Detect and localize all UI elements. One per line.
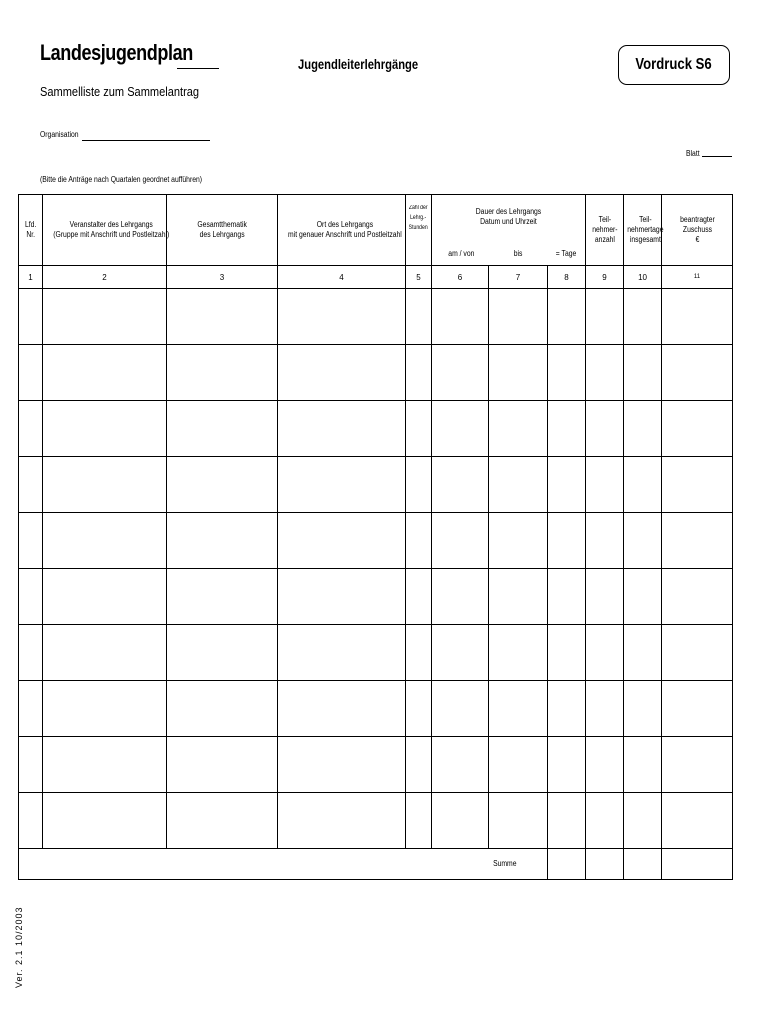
entry-cell[interactable] [548, 681, 586, 737]
column-number-row [19, 266, 733, 289]
table-row [19, 345, 733, 401]
entry-cell[interactable] [406, 401, 432, 457]
entry-cell[interactable] [662, 681, 733, 737]
form-title: Landesjugendplan [40, 40, 193, 65]
entry-cell[interactable] [548, 345, 586, 401]
entry-cell[interactable] [43, 681, 167, 737]
entry-cell[interactable] [489, 513, 548, 569]
entry-cell[interactable] [19, 681, 43, 737]
header-gesamtthematik: Gesamtthematik des Lehrgangs [167, 195, 278, 266]
entry-cell[interactable] [662, 793, 733, 849]
column-number: 5 [406, 266, 432, 289]
sum-teilnehmertage-cell[interactable] [624, 849, 662, 880]
entry-cell[interactable] [432, 401, 489, 457]
table-row [19, 457, 733, 513]
entry-cell[interactable] [278, 625, 406, 681]
entry-cell[interactable] [586, 345, 624, 401]
entry-cell[interactable] [406, 793, 432, 849]
entry-cell[interactable] [662, 625, 733, 681]
entry-cell[interactable] [19, 625, 43, 681]
entry-cell[interactable] [167, 345, 278, 401]
header-row [19, 195, 733, 266]
entry-cell[interactable] [432, 737, 489, 793]
entry-cell[interactable] [43, 737, 167, 793]
entry-cell[interactable] [432, 457, 489, 513]
entry-cell[interactable] [489, 289, 548, 345]
entry-cell[interactable] [624, 457, 662, 513]
entry-cell[interactable] [278, 681, 406, 737]
column-number: 10 [624, 266, 662, 289]
entry-cell[interactable] [432, 569, 489, 625]
header-stunden: Zahl der Lehrg.- Stunden [406, 195, 432, 266]
table-row [19, 625, 733, 681]
header-lfd-nr: Lfd. Nr. [19, 195, 43, 266]
entry-cell[interactable] [624, 569, 662, 625]
blatt-field[interactable] [702, 156, 732, 157]
entry-cell[interactable] [167, 681, 278, 737]
entry-cell[interactable] [624, 289, 662, 345]
entry-cell[interactable] [19, 737, 43, 793]
entry-cell[interactable] [19, 569, 43, 625]
entry-cell[interactable] [43, 513, 167, 569]
entry-cell[interactable] [586, 793, 624, 849]
entry-cell[interactable] [662, 345, 733, 401]
entry-cell[interactable] [432, 793, 489, 849]
entry-cell[interactable] [278, 401, 406, 457]
table-row [19, 737, 733, 793]
entry-cell[interactable] [586, 681, 624, 737]
entry-cell[interactable] [586, 569, 624, 625]
header-teilnehmeranzahl: Teil- nehmer- anzahl [586, 195, 624, 266]
column-number: 8 [548, 266, 586, 289]
entry-cell[interactable] [278, 793, 406, 849]
entry-cell[interactable] [489, 793, 548, 849]
entry-cell[interactable] [19, 513, 43, 569]
entry-cell[interactable] [19, 457, 43, 513]
form-topic: Jugendleiterlehrgänge [298, 56, 419, 72]
entry-cell[interactable] [489, 401, 548, 457]
entry-cell[interactable] [406, 345, 432, 401]
entry-cell[interactable] [167, 457, 278, 513]
entry-cell[interactable] [548, 737, 586, 793]
column-number: 1 [19, 266, 43, 289]
entry-cell[interactable] [662, 513, 733, 569]
entry-rows [19, 289, 733, 849]
entry-cell[interactable] [432, 513, 489, 569]
entry-cell[interactable] [432, 681, 489, 737]
entry-cell[interactable] [662, 457, 733, 513]
header-veranstalter: Veranstalter des Lehrgangs (Gruppe mit Anschrift und Postleitzahl) [43, 195, 167, 266]
entry-cell[interactable] [548, 513, 586, 569]
entry-cell[interactable] [548, 401, 586, 457]
header-zuschuss: beantragter Zuschuss € [662, 195, 733, 266]
entry-cell[interactable] [586, 737, 624, 793]
column-number: 2 [43, 266, 167, 289]
version-label: Ver. 2.1 10/2003 [14, 906, 24, 988]
sum-label: Summe [19, 849, 548, 880]
header-ort: Ort des Lehrgangs mit genauer Anschrift und Postleitzahl [278, 195, 406, 266]
entry-cell[interactable] [489, 569, 548, 625]
entry-cell[interactable] [489, 457, 548, 513]
sum-zuschuss-cell[interactable] [662, 849, 733, 880]
instruction-note: (Bitte die Anträge nach Quartalen geordnet aufführen) [40, 175, 203, 184]
entry-cell[interactable] [19, 345, 43, 401]
entry-cell[interactable] [548, 625, 586, 681]
entry-cell[interactable] [278, 513, 406, 569]
entry-cell[interactable] [167, 401, 278, 457]
sum-teilnehmer-cell[interactable] [586, 849, 624, 880]
sum-tage-cell[interactable] [548, 849, 586, 880]
column-number: 3 [167, 266, 278, 289]
entry-cell[interactable] [278, 345, 406, 401]
entry-cell[interactable] [43, 625, 167, 681]
form-subtitle: Sammelliste zum Sammelantrag [40, 84, 200, 99]
entry-cell[interactable] [278, 289, 406, 345]
entry-cell[interactable] [624, 401, 662, 457]
entry-cell[interactable] [624, 681, 662, 737]
entry-cell[interactable] [167, 737, 278, 793]
entry-cell[interactable] [19, 401, 43, 457]
entry-cell[interactable] [548, 289, 586, 345]
entry-cell[interactable] [167, 289, 278, 345]
column-number: 7 [489, 266, 548, 289]
entry-cell[interactable] [624, 513, 662, 569]
entry-cell[interactable] [586, 625, 624, 681]
entry-cell[interactable] [489, 345, 548, 401]
entry-cell[interactable] [548, 569, 586, 625]
entry-cell[interactable] [662, 289, 733, 345]
entry-cell[interactable] [489, 737, 548, 793]
entry-cell[interactable] [278, 737, 406, 793]
entry-cell[interactable] [548, 457, 586, 513]
entry-cell[interactable] [43, 457, 167, 513]
entry-cell[interactable] [624, 625, 662, 681]
entry-cell[interactable] [19, 793, 43, 849]
entry-cell[interactable] [624, 737, 662, 793]
entry-cell[interactable] [548, 793, 586, 849]
column-number: 4 [278, 266, 406, 289]
entry-cell[interactable] [489, 625, 548, 681]
entry-cell[interactable] [586, 457, 624, 513]
entry-cell[interactable] [586, 401, 624, 457]
entry-cell[interactable] [432, 345, 489, 401]
entry-cell[interactable] [432, 289, 489, 345]
organisation-field[interactable] [82, 140, 210, 141]
table-row [19, 401, 733, 457]
table-row [19, 569, 733, 625]
header-am-von: am / von [448, 249, 475, 258]
entry-cell[interactable] [662, 737, 733, 793]
entry-cell[interactable] [432, 625, 489, 681]
entry-cell[interactable] [406, 737, 432, 793]
entry-cell[interactable] [167, 625, 278, 681]
header-teilnehmertage: Teil- nehmertage insgesamt [624, 195, 662, 266]
entry-cell[interactable] [489, 681, 548, 737]
collection-table [18, 194, 733, 880]
table-row [19, 289, 733, 345]
entry-cell[interactable] [406, 569, 432, 625]
entry-cell[interactable] [662, 401, 733, 457]
entry-cell[interactable] [406, 289, 432, 345]
table-row [19, 513, 733, 569]
entry-cell[interactable] [167, 513, 278, 569]
header-bis: bis [513, 249, 523, 258]
organisation-label: Organisation [40, 130, 79, 139]
column-number: 11 [662, 266, 733, 289]
column-number: 6 [432, 266, 489, 289]
entry-cell[interactable] [19, 289, 43, 345]
entry-cell[interactable] [406, 457, 432, 513]
entry-cell[interactable] [662, 569, 733, 625]
entry-cell[interactable] [278, 569, 406, 625]
entry-cell[interactable] [167, 569, 278, 625]
column-number: 9 [586, 266, 624, 289]
entry-cell[interactable] [624, 793, 662, 849]
table-row [19, 681, 733, 737]
blatt-label: Blatt [686, 149, 700, 158]
entry-cell[interactable] [43, 289, 167, 345]
form-id-box [618, 45, 730, 85]
header-tage: = Tage [555, 249, 577, 258]
entry-cell[interactable] [167, 793, 278, 849]
entry-cell[interactable] [406, 625, 432, 681]
header-dauer: Dauer des Lehrgangs Datum und Uhrzeit am / von bis = Tage [432, 195, 586, 266]
entry-cell[interactable] [586, 289, 624, 345]
entry-cell[interactable] [406, 513, 432, 569]
entry-cell[interactable] [278, 457, 406, 513]
entry-cell[interactable] [624, 345, 662, 401]
entry-cell[interactable] [43, 401, 167, 457]
sum-row [19, 849, 733, 880]
table-row [19, 793, 733, 849]
form-id-label: Vordruck S6 [635, 56, 713, 73]
entry-cell[interactable] [586, 513, 624, 569]
entry-cell[interactable] [43, 569, 167, 625]
entry-cell[interactable] [43, 793, 167, 849]
entry-cell[interactable] [406, 681, 432, 737]
entry-cell[interactable] [43, 345, 167, 401]
title-fill-line[interactable] [177, 68, 219, 69]
